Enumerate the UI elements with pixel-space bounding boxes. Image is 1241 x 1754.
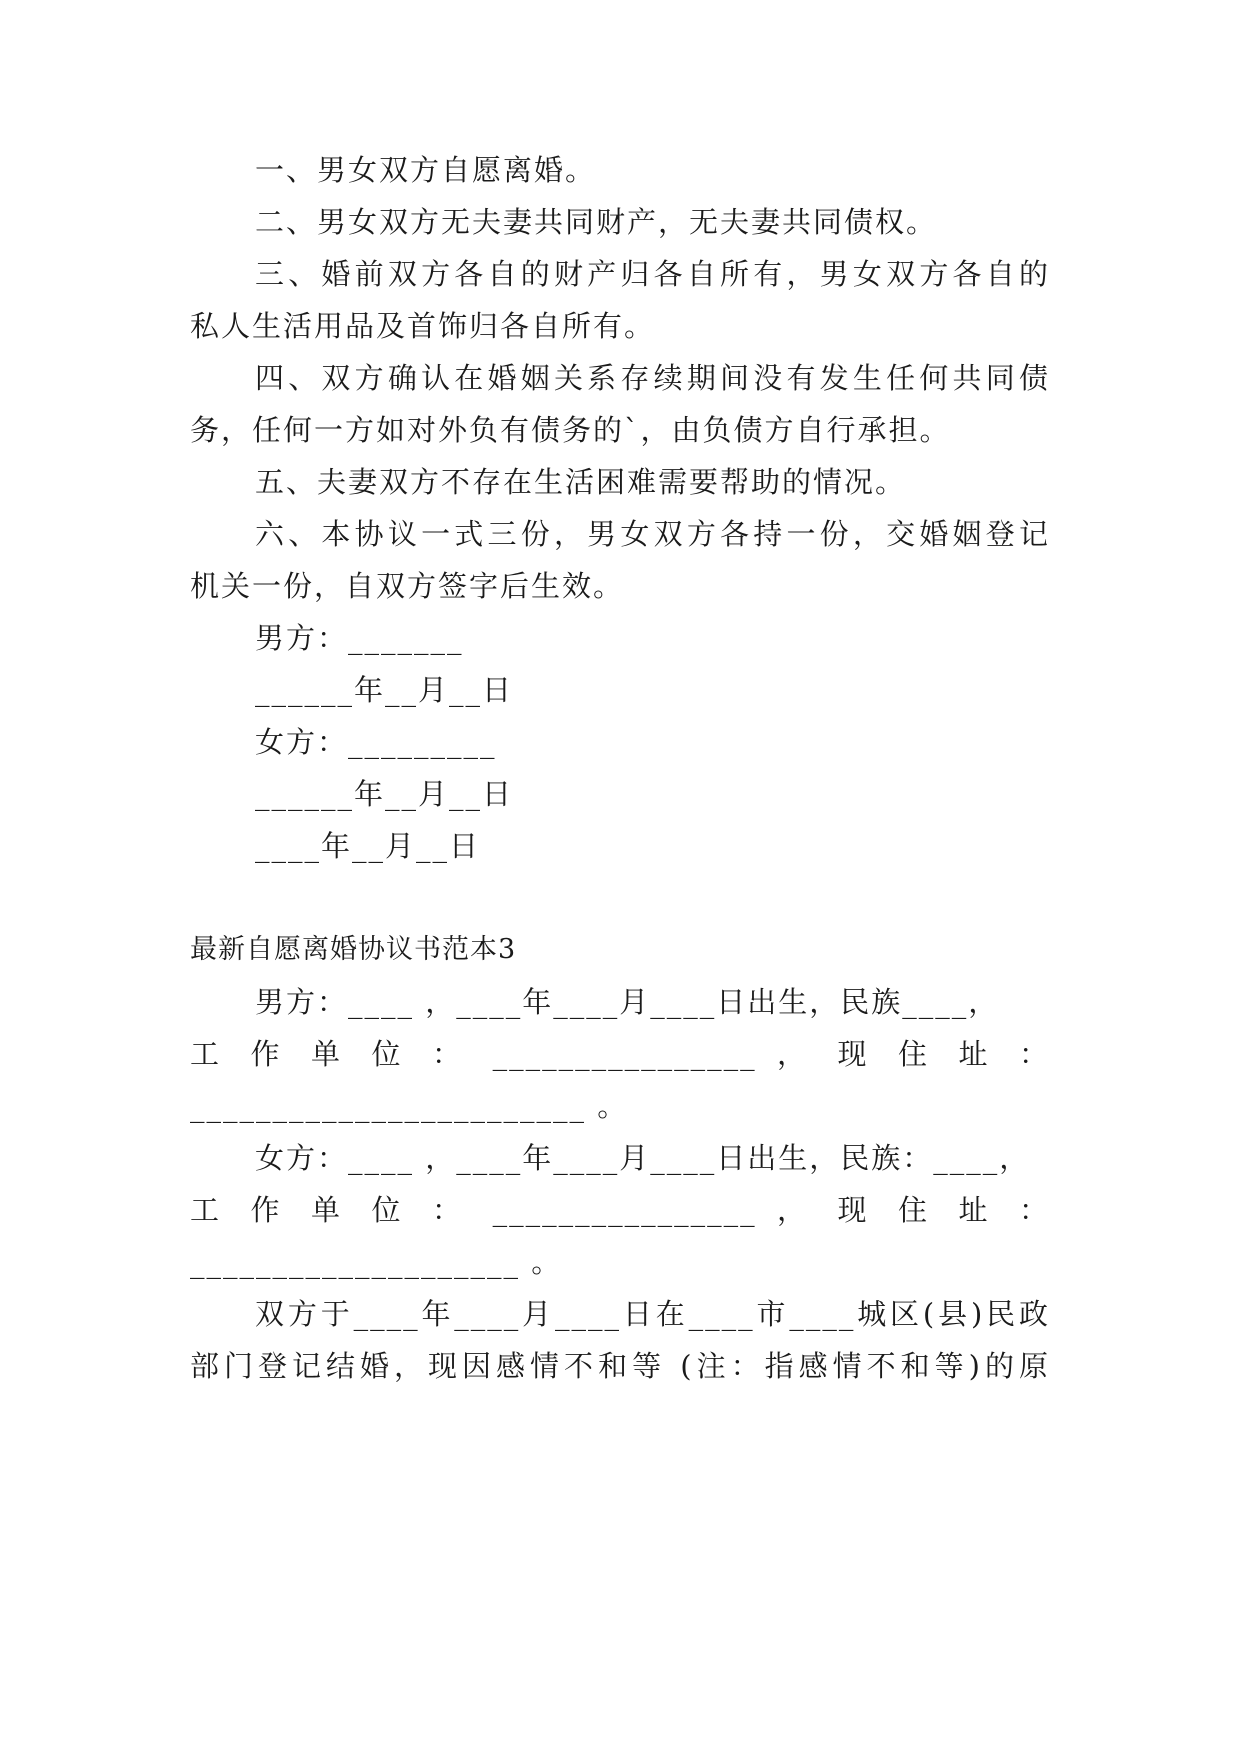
agreement-item-4-line-2: 务，任何一方如对外负有债务的`，由负债方自行承担。 — [190, 413, 951, 447]
agreement-item-6-line-1: 六、本协议一式三份，男女双方各持一份，交婚姻登记 — [255, 517, 1050, 551]
male-signature-label: 男方：_______ — [255, 621, 464, 655]
male-info-line-2: 工 作 单 位 ： ________________ ， 现 住 址 ： — [190, 1037, 1050, 1071]
section-title: 最新自愿离婚协议书范本3 — [190, 934, 517, 965]
agreement-item-3-line-1: 三、婚前双方各自的财产归各自所有，男女双方各自的 — [255, 257, 1050, 291]
female-info-line-2: 工 作 单 位 ： ________________ ， 现 住 址 ： — [190, 1193, 1050, 1227]
female-signature-label: 女方：_________ — [255, 725, 497, 759]
agreement-item-4-line-1: 四、双方确认在婚姻关系存续期间没有发生任何共同债 — [255, 361, 1050, 395]
male-signature-date: ______年__月__日 — [255, 673, 514, 707]
agreement-item-5: 五、夫妻双方不存在生活困难需要帮助的情况。 — [255, 465, 907, 499]
male-info-line-1: 男方：____ ，____年____月____日出生，民族____， — [255, 985, 1000, 1019]
male-info-line-3: ________________________ 。 — [190, 1089, 629, 1123]
agreement-final-date: ____年__月__日 — [255, 829, 481, 863]
marriage-info-line-1: 双方于____年____月____日在____市____城区(县)民政 — [255, 1297, 1050, 1331]
agreement-item-1: 一、男女双方自愿离婚。 — [255, 153, 597, 187]
female-info-line-3: ____________________ 。 — [190, 1245, 563, 1279]
female-info-line-1: 女方：____ ，____年____月____日出生，民族：____， — [255, 1141, 1031, 1175]
marriage-info-line-2: 部门登记结婚，现因感情不和等 (注：指感情不和等)的原 — [190, 1349, 1050, 1383]
agreement-item-2: 二、男女双方无夫妻共同财产，无夫妻共同债权。 — [255, 205, 938, 239]
female-signature-date: ______年__月__日 — [255, 777, 514, 811]
agreement-item-3-line-2: 私人生活用品及首饰归各自所有。 — [190, 309, 656, 343]
agreement-item-6-line-2: 机关一份，自双方签字后生效。 — [190, 569, 625, 603]
